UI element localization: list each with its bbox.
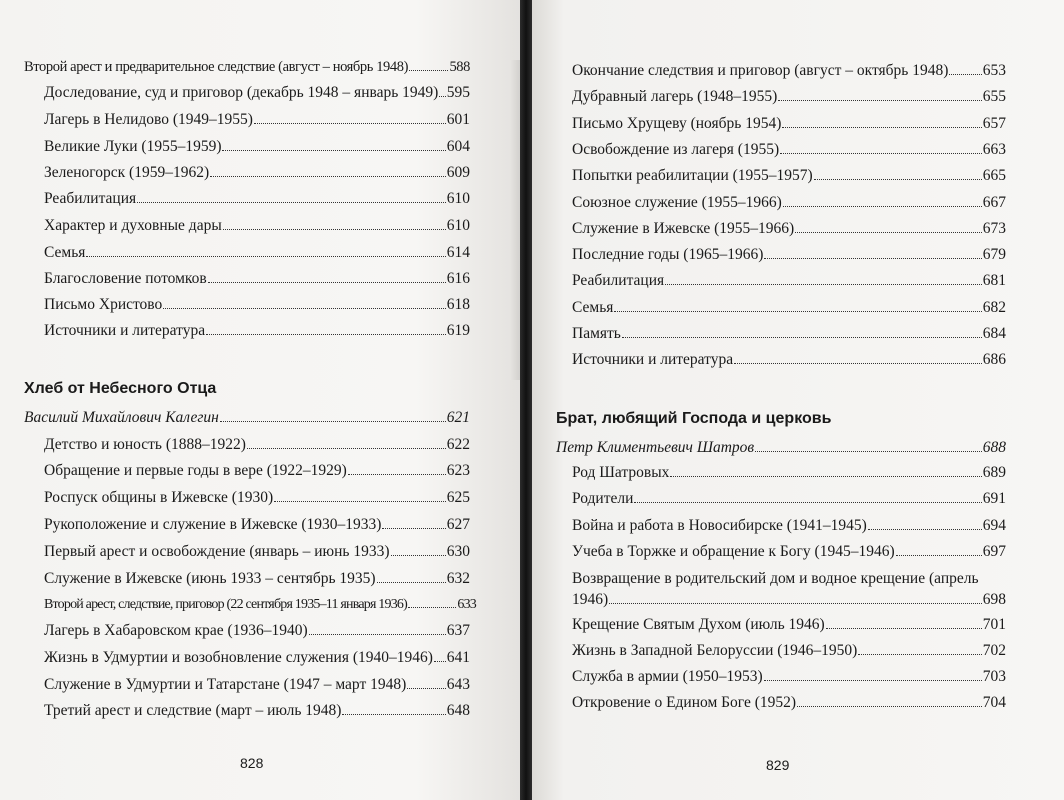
- toc-entry-page: 637: [446, 622, 470, 639]
- dot-leader: [896, 555, 982, 556]
- dot-leader: [408, 607, 456, 608]
- toc-entry-page: 632: [446, 570, 470, 587]
- toc-entry-title: Зеленогорск (1959–1962): [44, 164, 210, 181]
- dot-leader: [797, 706, 982, 707]
- toc-entry: [572, 325, 1006, 343]
- toc-entry-page: 663: [982, 141, 1006, 158]
- toc-entry: [572, 115, 1006, 133]
- dot-leader: [665, 284, 982, 285]
- toc-entry-page: 618: [446, 296, 470, 313]
- toc-entry: [44, 190, 470, 208]
- dot-leader: [778, 100, 982, 101]
- dot-leader: [348, 474, 446, 475]
- toc-entry-page: 610: [446, 217, 470, 234]
- dot-leader: [622, 337, 982, 338]
- toc-entry: [44, 164, 470, 182]
- dot-leader: [247, 448, 446, 449]
- toc-entry: [24, 58, 470, 76]
- toc-entry: [44, 436, 470, 454]
- toc-entry-page: 655: [982, 88, 1006, 105]
- toc-entry-title: Третий арест и следствие (март – июль 1948): [44, 702, 342, 719]
- toc-entry: [44, 543, 470, 561]
- toc-entry-page: 643: [446, 676, 470, 693]
- toc-entry: [572, 88, 1006, 106]
- toc-entry: [572, 517, 1006, 535]
- toc-entry: [44, 111, 470, 129]
- dot-leader: [86, 256, 445, 257]
- toc-entry-page: 665: [982, 167, 1006, 184]
- toc-entry-title: Последние годы (1965–1966): [572, 246, 764, 263]
- toc-entry: [572, 351, 1006, 369]
- dot-leader: [764, 258, 981, 259]
- toc-entry: [572, 141, 1006, 159]
- toc-entry-title: Первый арест и освобождение (январь – июнь 1933): [44, 543, 390, 560]
- toc-entry-title: Семья: [572, 299, 614, 316]
- dot-leader: [137, 202, 446, 203]
- dot-leader: [407, 688, 445, 689]
- toc-entry-title: Реабилитация: [44, 190, 137, 207]
- toc-entry-title: Война и работа в Новосибирске (1941–1945): [572, 517, 867, 534]
- dot-leader: [670, 476, 981, 477]
- toc-entry-page: 703: [982, 668, 1006, 685]
- toc-entry: [572, 464, 1006, 482]
- dot-leader: [309, 634, 446, 635]
- toc-entry-title: Семья: [44, 244, 86, 261]
- toc-entry-title: Служба в армии (1950–1953): [572, 668, 763, 685]
- dot-leader: [220, 421, 446, 422]
- toc-entry: [44, 217, 470, 235]
- toc-entry-page: 621: [446, 409, 470, 426]
- toc-author-entry: [24, 409, 470, 427]
- toc-entry-page: 689: [982, 464, 1006, 481]
- dot-leader: [734, 363, 982, 364]
- toc-entry-title: Жизнь в Удмуртии и возобновление служения (1940–1946): [44, 649, 433, 666]
- toc-entry-title: Служение в Удмуртии и Татарстане (1947 – март 1948): [44, 676, 407, 693]
- dot-leader: [163, 308, 445, 309]
- toc-entry-title: Источники и литература: [572, 351, 734, 368]
- toc-entry-title: Обращение и первые годы в вере (1922–1929): [44, 462, 347, 479]
- toc-entry-title: Служение в Ижевске (июнь 1933 – сентябрь 1935): [44, 570, 376, 587]
- toc-entry-page: 648: [446, 702, 470, 719]
- toc-entry-page: 679: [982, 246, 1006, 263]
- dot-leader: [783, 206, 982, 207]
- toc-entry: [572, 220, 1006, 238]
- toc-entry-page: 619: [446, 322, 470, 339]
- toc-entry: [44, 489, 470, 507]
- toc-entry: [44, 676, 470, 694]
- toc-entry-page: 686: [982, 351, 1006, 368]
- toc-entry: [572, 668, 1006, 686]
- toc-entry: [572, 299, 1006, 317]
- toc-entry-page: 704: [982, 694, 1006, 711]
- toc-entry-page: 641: [446, 649, 470, 666]
- toc-entry-title: Союзное служение (1955–1966): [572, 194, 782, 211]
- toc-entry-title: Рукоположение и служение в Ижевске (1930–1933): [44, 516, 382, 533]
- toc-entry-title: Освобождение из лагеря (1955): [572, 141, 780, 158]
- toc-entry-title: Жизнь в Западной Белоруссии (1946–1950): [572, 642, 858, 659]
- toc-entry-page: 691: [982, 490, 1006, 507]
- toc-entry: [572, 167, 1006, 185]
- toc-entry-title: Источники и литература: [44, 322, 206, 339]
- toc-entry: [44, 570, 470, 588]
- toc-entry: [44, 244, 470, 262]
- toc-entry-page: 657: [982, 115, 1006, 132]
- dot-leader: [254, 123, 446, 124]
- toc-entry-title: Реабилитация: [572, 272, 665, 289]
- toc-entry: [44, 649, 470, 667]
- toc-entry-title: Лагерь в Хабаровском крае (1936–1940): [44, 622, 308, 639]
- toc-entry-page: 688: [982, 439, 1006, 456]
- toc-entry-page: 684: [982, 325, 1006, 342]
- toc-entry-title: Благословение потомков: [44, 270, 207, 287]
- toc-entry: [572, 62, 1006, 80]
- dot-leader: [858, 654, 981, 655]
- toc-entry: [572, 246, 1006, 264]
- dot-leader: [755, 451, 982, 452]
- toc-entry-page: 682: [982, 299, 1006, 316]
- toc-entry: [44, 296, 470, 314]
- toc-entry: [44, 322, 470, 340]
- toc-entry-title: Откровение о Едином Боге (1952): [572, 694, 797, 711]
- toc-entry: [572, 194, 1006, 212]
- book-gutter: [520, 0, 532, 800]
- toc-entry: [44, 270, 470, 288]
- toc-entry-page: 610: [446, 190, 470, 207]
- toc-entry-title: Доследование, суд и приговор (декабрь 1948 – январь 1949): [44, 84, 439, 101]
- dot-leader: [377, 582, 446, 583]
- toc-entry-page: 701: [982, 616, 1006, 633]
- toc-entry: [44, 596, 476, 614]
- toc-entry-page: 609: [446, 164, 470, 181]
- toc-entry-title: Память: [572, 325, 621, 342]
- dot-leader: [634, 502, 981, 503]
- toc-entry-page: 595: [446, 84, 470, 101]
- dot-leader: [814, 179, 982, 180]
- toc-entry-title: Характер и духовные дары: [44, 217, 222, 234]
- toc-entry-page: 616: [446, 270, 470, 287]
- toc-entry-page: 604: [446, 138, 470, 155]
- dot-leader: [274, 501, 446, 502]
- toc-entry-title: Попытки реабилитации (1955–1957): [572, 167, 813, 184]
- toc-entry-page: 622: [446, 436, 470, 453]
- toc-entry-page: 633: [457, 597, 476, 612]
- toc-entry-page: 627: [446, 516, 470, 533]
- toc-entry-title: Второй арест, следствие, приговор (22 сентября 1935–11 января 1936): [44, 597, 407, 612]
- toc-entry-page: 698: [982, 591, 1006, 608]
- toc-entry: [572, 616, 1006, 634]
- toc-entry-page: 653: [982, 62, 1006, 79]
- dot-leader: [223, 229, 446, 230]
- toc-entry: [572, 272, 1006, 290]
- section-heading: Брат, любящий Господа и церковь: [556, 410, 832, 427]
- toc-entry: [572, 543, 1006, 561]
- left-page: [0, 0, 520, 800]
- toc-entry: [44, 702, 470, 720]
- toc-entry-page: 614: [446, 244, 470, 261]
- dot-leader: [868, 529, 982, 530]
- dot-leader: [764, 680, 982, 681]
- dot-leader: [222, 150, 445, 151]
- toc-entry-page: 673: [982, 220, 1006, 237]
- toc-entry-title: Василий Михайлович Калегин: [24, 409, 219, 426]
- dot-leader: [208, 282, 446, 283]
- toc-entry-title: Дубравный лагерь (1948–1955): [572, 88, 778, 105]
- dot-leader: [614, 311, 981, 312]
- dot-leader: [795, 232, 982, 233]
- toc-entry: [44, 622, 470, 640]
- toc-entry-page: 623: [446, 462, 470, 479]
- toc-entry: [44, 516, 470, 534]
- toc-entry-page: 694: [982, 517, 1006, 534]
- dot-leader: [780, 153, 982, 154]
- toc-entry-page: 601: [446, 111, 470, 128]
- toc-entry-page: 681: [982, 272, 1006, 289]
- page-edge-shadow: [510, 60, 520, 380]
- toc-entry-page: 667: [982, 194, 1006, 211]
- dot-leader: [409, 70, 448, 71]
- toc-entry-title: Окончание следствия и приговор (август – октябрь 1948): [572, 62, 949, 79]
- toc-entry-title: Петр Климентьевич Шатров: [556, 439, 755, 456]
- page-number: 828: [240, 755, 264, 771]
- toc-entry-title: Второй арест и предварительное следствие (август – ноябрь 1948): [24, 59, 409, 75]
- toc-entry-title: Письмо Христово: [44, 296, 163, 313]
- toc-entry: [44, 84, 470, 102]
- toc-entry-title: Род Шатровых: [572, 464, 670, 481]
- toc-entry-page: 630: [446, 543, 470, 560]
- toc-entry-title: Служение в Ижевске (1955–1966): [572, 220, 795, 237]
- toc-entry-title-cont: 1946): [572, 591, 609, 608]
- toc-entry-page: 702: [982, 642, 1006, 659]
- page-number: 829: [766, 757, 790, 773]
- dot-leader: [342, 714, 445, 715]
- dot-leader: [782, 127, 981, 128]
- toc-entry-title: Детство и юность (1888–1922): [44, 436, 246, 453]
- dot-leader: [439, 96, 445, 97]
- toc-entry: [572, 570, 1006, 609]
- toc-entry: [44, 462, 470, 480]
- toc-author-entry: [556, 439, 1006, 457]
- toc-entry-page: 697: [982, 543, 1006, 560]
- dot-leader: [434, 661, 446, 662]
- toc-entry: [572, 642, 1006, 660]
- toc-entry-title: Лагерь в Нелидово (1949–1955): [44, 111, 253, 128]
- toc-entry: [572, 490, 1006, 508]
- dot-leader: [206, 334, 446, 335]
- toc-entry: [572, 694, 1006, 712]
- dot-leader: [382, 528, 445, 529]
- right-page: [532, 0, 1064, 800]
- toc-entry-title: Письмо Хрущеву (ноябрь 1954): [572, 115, 782, 132]
- toc-entry: [44, 138, 470, 156]
- toc-entry-title: Крещение Святым Духом (июль 1946): [572, 616, 825, 633]
- toc-entry-title: Учеба в Торжке и обращение к Богу (1945–1946): [572, 543, 895, 560]
- toc-entry-title: Возвращение в родительский дом и водное крещение (апрель: [572, 570, 979, 587]
- toc-entry-title: Великие Луки (1955–1959): [44, 138, 222, 155]
- dot-leader: [210, 176, 446, 177]
- toc-entry-page: 588: [449, 59, 470, 75]
- section-heading: Хлеб от Небесного Отца: [24, 380, 217, 397]
- toc-entry-page: 625: [446, 489, 470, 506]
- dot-leader: [826, 628, 982, 629]
- dot-leader: [949, 74, 981, 75]
- dot-leader: [391, 555, 446, 556]
- toc-entry-title: Роспуск общины в Ижевске (1930): [44, 489, 274, 506]
- toc-entry-title: Родители: [572, 490, 634, 507]
- dot-leader: [609, 603, 982, 604]
